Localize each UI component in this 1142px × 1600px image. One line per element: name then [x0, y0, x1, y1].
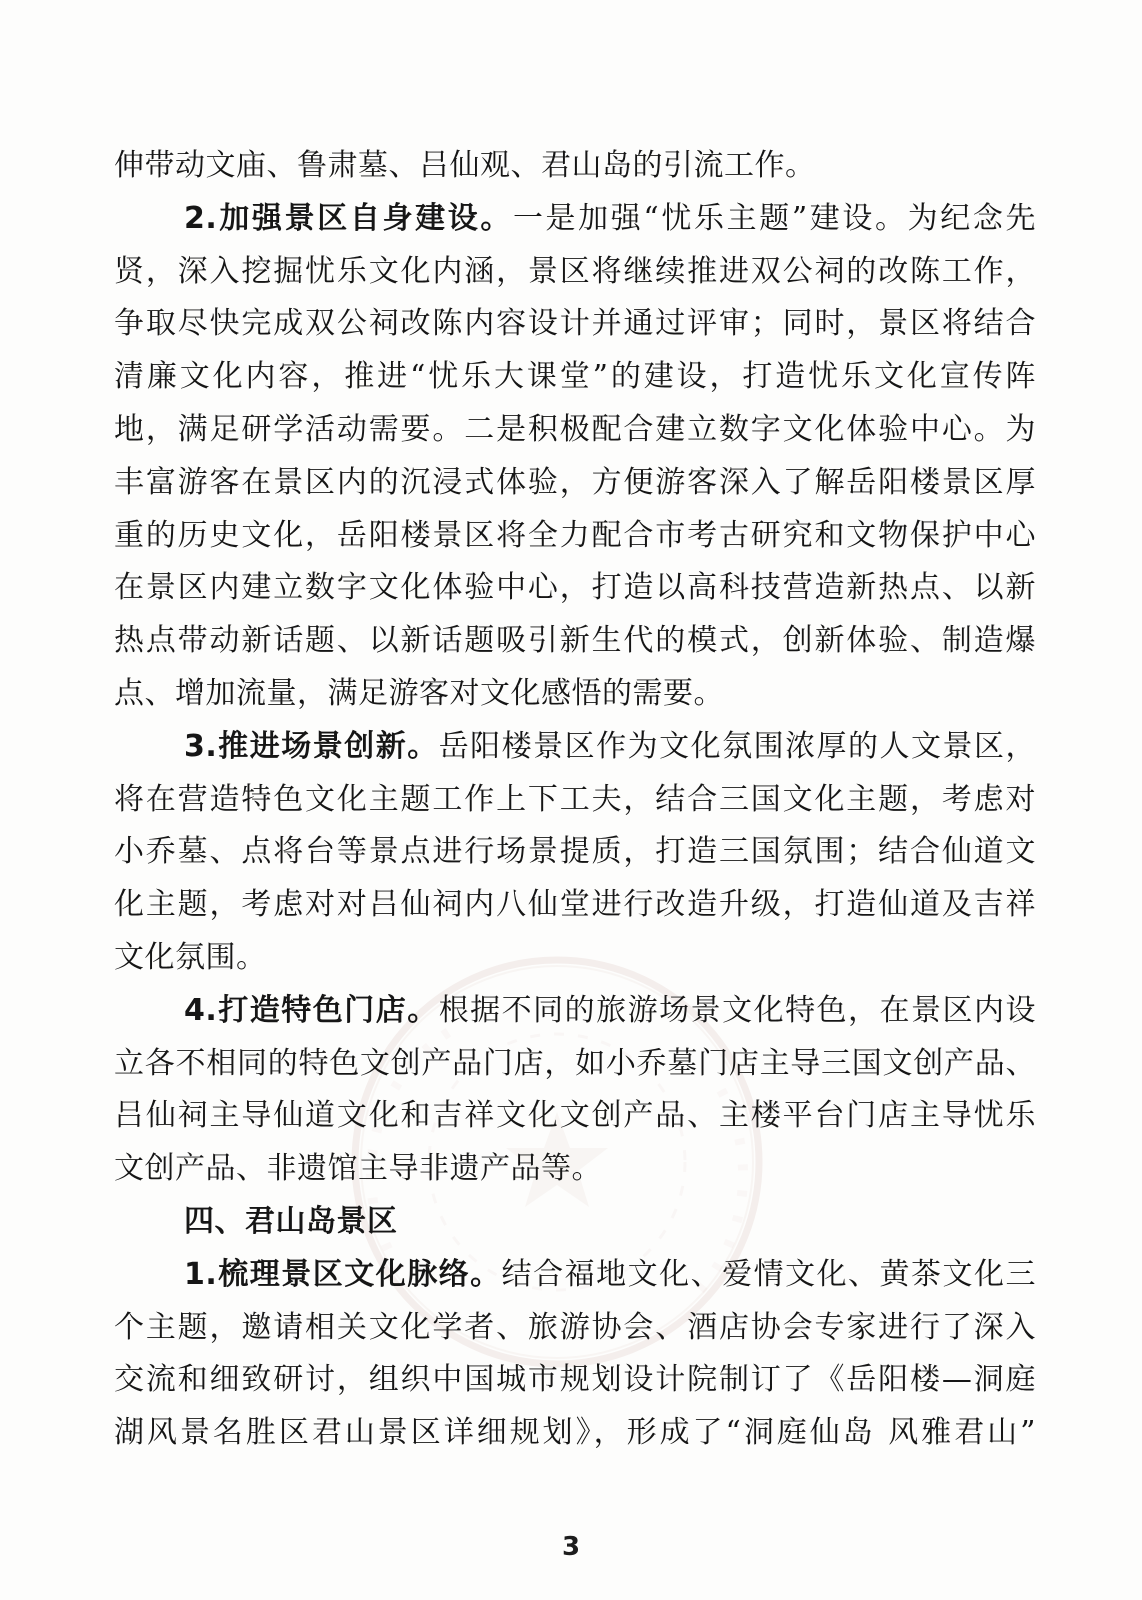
text-line — [114, 404, 1036, 457]
text-line — [114, 1249, 1036, 1302]
body-segment: 根据不同的旅游场景文化特色，在景区内设 — [438, 992, 1036, 1028]
heading-segment: 3.推进场景创新。 — [184, 728, 439, 764]
body-segment: 湖风景名胜区君山景区详细规划》，形成了“洞庭仙岛 风雅君山” — [114, 1415, 1036, 1451]
body-segment: 一是加强“忧乐主题”建设。为纪念先 — [512, 200, 1036, 236]
body-segment: 结合福地文化、爱情文化、黄茶文化三 — [501, 1256, 1036, 1292]
body-segment: 重的历史文化，岳阳楼景区将全力配合市考古研究和文物保护中心 — [114, 517, 1036, 553]
body-segment: 岳阳楼景区作为文化氛围浓厚的人文景区， — [438, 728, 1036, 764]
text-line — [114, 668, 1036, 721]
text-line — [114, 562, 1036, 615]
body-segment: 文化氛围。 — [114, 939, 267, 975]
page-number: 3 — [561, 1532, 581, 1562]
text-line — [114, 510, 1036, 563]
heading-segment: 四、君山岛景区 — [184, 1203, 398, 1239]
body-segment: 清廉文化内容，推进“忧乐大课堂”的建设，打造忧乐文化宣传阵 — [114, 359, 1036, 395]
body-segment: 争取尽快完成双公祠改陈内容设计并通过评审；同时，景区将结合 — [114, 306, 1036, 342]
text-line — [114, 1038, 1036, 1091]
text-line — [114, 140, 1036, 193]
text-line — [114, 1354, 1036, 1407]
heading-segment: 1.梳理景区文化脉络。 — [184, 1256, 502, 1292]
text-line — [114, 1143, 1036, 1196]
body-segment: 在景区内建立数字文化体验中心，打造以高科技营造新热点、以新 — [114, 570, 1036, 606]
body-segment: 个主题，邀请相关文化学者、旅游协会、酒店协会专家进行了深入 — [114, 1309, 1036, 1345]
text-line — [114, 932, 1036, 985]
text-line — [114, 193, 1036, 246]
body-segment: 地，满足研学活动需要。二是积极配合建立数字文化体验中心。为 — [114, 411, 1036, 447]
text-line — [114, 457, 1036, 510]
text-line — [114, 298, 1036, 351]
text-line — [114, 1090, 1036, 1143]
text-line — [114, 1196, 1036, 1249]
text-line — [114, 246, 1036, 299]
body-segment: 化主题，考虑对对吕仙祠内八仙堂进行改造升级，打造仙道及吉祥 — [114, 887, 1036, 923]
text-line — [114, 774, 1036, 827]
document-body — [114, 140, 1036, 1460]
text-line — [114, 826, 1036, 879]
heading-segment: 2.加强景区自身建设。 — [184, 200, 513, 236]
body-segment: 热点带动新话题、以新话题吸引新生代的模式，创新体验、制造爆 — [114, 623, 1036, 659]
text-line — [114, 1302, 1036, 1355]
text-line — [114, 615, 1036, 668]
body-segment: 小乔墓、点将台等景点进行场景提质，打造三国氛围；结合仙道文 — [114, 834, 1036, 870]
body-segment: 贤，深入挖掘忧乐文化内涵，景区将继续推进双公祠的改陈工作， — [114, 253, 1036, 289]
heading-segment: 4.打造特色门店。 — [184, 992, 439, 1028]
body-segment: 立各不相同的特色文创产品门店，如小乔墓门店主导三国文创产品、 — [114, 1045, 1036, 1081]
text-line — [114, 721, 1036, 774]
body-segment: 交流和细致研讨，组织中国城市规划设计院制订了《岳阳楼—洞庭 — [114, 1362, 1036, 1398]
body-segment: 文创产品、非遗馆主导非遗产品等。 — [114, 1151, 602, 1187]
text-line — [114, 351, 1036, 404]
body-segment: 伸带动文庙、鲁肃墓、吕仙观、君山岛的引流工作。 — [114, 148, 816, 183]
text-line — [114, 1407, 1036, 1460]
body-segment: 丰富游客在景区内的沉浸式体验，方便游客深入了解岳阳楼景区厚 — [114, 464, 1036, 500]
body-segment: 吕仙祠主导仙道文化和吉祥文化文创产品、主楼平台门店主导忧乐 — [114, 1098, 1036, 1134]
body-segment: 点、增加流量，满足游客对文化感悟的需要。 — [114, 675, 724, 711]
text-line — [114, 879, 1036, 932]
body-segment: 将在营造特色文化主题工作上下工夫，结合三国文化主题，考虑对 — [114, 781, 1036, 817]
text-line — [114, 985, 1036, 1038]
